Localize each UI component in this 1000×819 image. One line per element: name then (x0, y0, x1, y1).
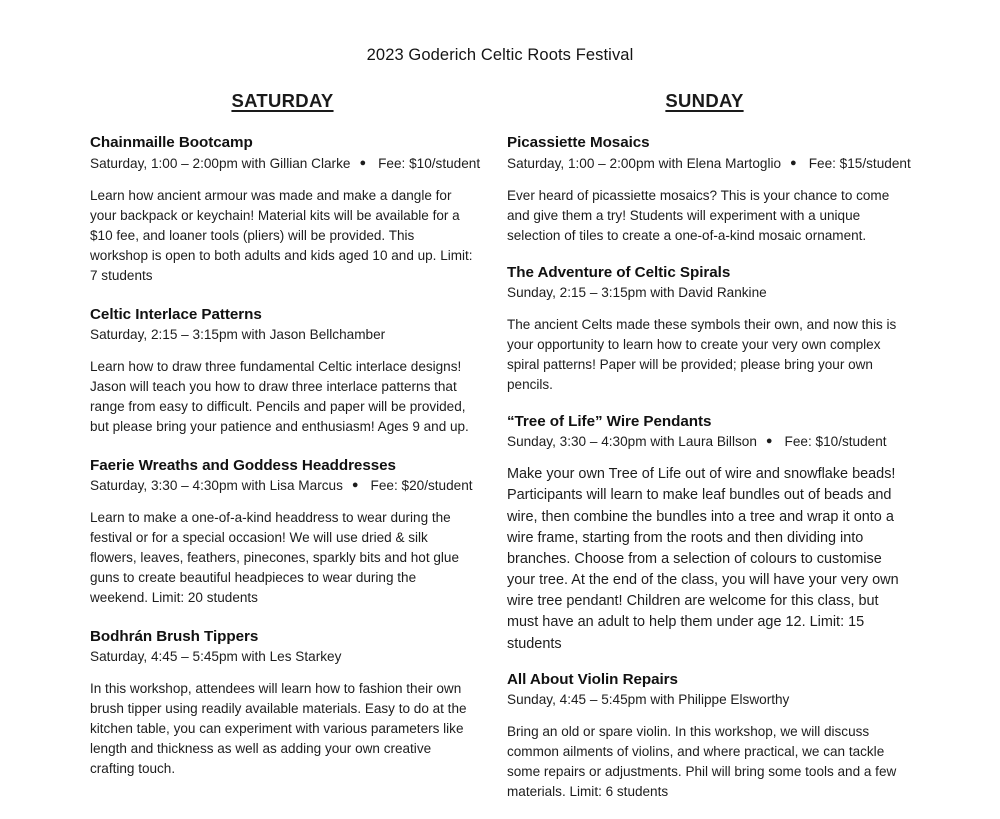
workshop-schedule-line (507, 284, 908, 302)
workshop-schedule-line (90, 648, 475, 666)
workshop-title: The Adventure of Celtic Spirals (507, 263, 731, 281)
workshop-schedule-line (507, 433, 908, 451)
workshop-schedule: Sunday, 4:45 – 5:45pm with Philippe Elsworthy (507, 692, 790, 708)
workshop-schedule-line (90, 326, 475, 344)
saturday-column (0, 90, 481, 798)
workshop-title: Picassiette Mosaics (507, 134, 650, 152)
workshop-entry (507, 412, 908, 655)
document-title: 2023 Goderich Celtic Roots Festival (366, 46, 634, 64)
workshop-title: Faerie Wreaths and Goddess Headdresses (90, 456, 396, 474)
workshop-fee: Fee: $15/student (808, 155, 911, 171)
workshop-description: Learn to make a one-of-a-kind headdress to wear during the festival or for a special occasion! We will use dried & silk flowers, leaves, feathers, pinecones, sparkly bits and hot glue guns to create beautiful headpieces to wear during the weekend. Limit: 20 students (90, 510, 459, 606)
workshop-title: Chainmaille Bootcamp (90, 134, 253, 152)
workshop-description: Make your own Tree of Life out of wire and snowflake beads! Participants will learn to make leaf bundles out of beads and wire, then combine the bundles into a tree and wrap it onto a wire frame, starting from the roots and then dividing into branches. Choose from a selection of colours to customise your tree. At the end of the class, you will have your very own wire tree pendant! Children are welcome for this class, but must have an adult to help them under age 12. Limit: 15 students (507, 466, 899, 652)
workshop-description: In this workshop, attendees will learn how to fashion their own brush tipper using readily available materials. Easy to do at the kitchen table, you can experiment with various parameters like length and thickness as well as adding your own creative crafting touch. (90, 681, 467, 777)
workshop-schedule: Saturday, 1:00 – 2:00pm with Gillian Clarke (90, 155, 351, 171)
workshop-fee: Fee: $10/student (784, 434, 887, 450)
workshop-schedule-line (90, 155, 481, 173)
two-column-body (0, 90, 1000, 819)
workshop-schedule: Sunday, 3:30 – 4:30pm with Laura Billson (507, 434, 757, 450)
workshop-entry (90, 456, 475, 608)
bullet-separator-icon: ● (790, 156, 797, 169)
workshop-schedule-line (507, 691, 908, 709)
workshop-description: Bring an old or spare violin. In this workshop, we will discuss common ailments of violins, and where practical, we can tackle some repairs or adjustments. Phil will bring some tools and a few materials. Limit: 6 students (507, 724, 897, 800)
workshop-description: Ever heard of picassiette mosaics? This is your chance to come and give them a try! Students will experiment with a unique selection of tiles to create a one-of-a-kind mosaic ornament. (507, 187, 890, 243)
workshop-schedule-line (90, 477, 475, 495)
bullet-separator-icon: ● (351, 479, 359, 492)
workshop-description: Learn how to draw three fundamental Celtic interlace designs! Jason will teach you how to draw three interlace patterns that range from easy to difficult. Pencils and paper will be provided, but please bring your patience and enthusiasm! Ages 9 and up. (90, 358, 469, 434)
sunday-day-heading (501, 90, 908, 111)
workshop-description: The ancient Celts made these symbols their own, and now this is your opportunity to learn how to create your very own complex spiral patterns! Paper will be provided; please bring your own pencils. (507, 316, 897, 392)
workshop-schedule: Sunday, 2:15 – 3:15pm with David Rankine (507, 285, 767, 301)
workshop-description: Learn how ancient armour was made and make a dangle for your backpack or keychain! Material kits will be available for a $10 fee, and loaner tools (pliers) will be provided. This workshop is open to both adults and kids aged 10 and up. Limit: 7 students (90, 187, 473, 283)
workshop-entry (507, 263, 908, 395)
workshop-fee: Fee: $10/student (378, 155, 481, 171)
bullet-separator-icon: ● (359, 156, 367, 169)
workshop-schedule-line (507, 155, 911, 173)
workshop-title: “Tree of Life” Wire Pendants (507, 412, 712, 430)
workshop-schedule: Saturday, 3:30 – 4:30pm with Lisa Marcus (90, 478, 343, 494)
bullet-separator-icon: ● (765, 435, 773, 448)
workshop-schedule: Saturday, 4:45 – 5:45pm with Les Starkey (90, 649, 342, 665)
sunday-day-label: SUNDAY (665, 90, 744, 111)
workshop-fee: Fee: $20/student (370, 478, 473, 494)
workshop-entry (90, 305, 475, 437)
workshop-entry (507, 670, 908, 802)
saturday-day-label: SATURDAY (231, 90, 334, 111)
workshop-title: Celtic Interlace Patterns (90, 305, 262, 323)
sunday-column (476, 90, 1000, 819)
workshop-entry (507, 133, 911, 245)
workshop-schedule: Saturday, 1:00 – 2:00pm with Elena Martoglio (507, 155, 782, 171)
workshop-entry (90, 133, 481, 285)
workshop-title: All About Violin Repairs (507, 670, 678, 688)
saturday-day-heading (90, 90, 475, 111)
workshop-title: Bodhrán Brush Tippers (90, 628, 259, 645)
workshop-entry (90, 627, 475, 779)
workshop-schedule: Saturday, 2:15 – 3:15pm with Jason Bellchamber (90, 326, 386, 342)
